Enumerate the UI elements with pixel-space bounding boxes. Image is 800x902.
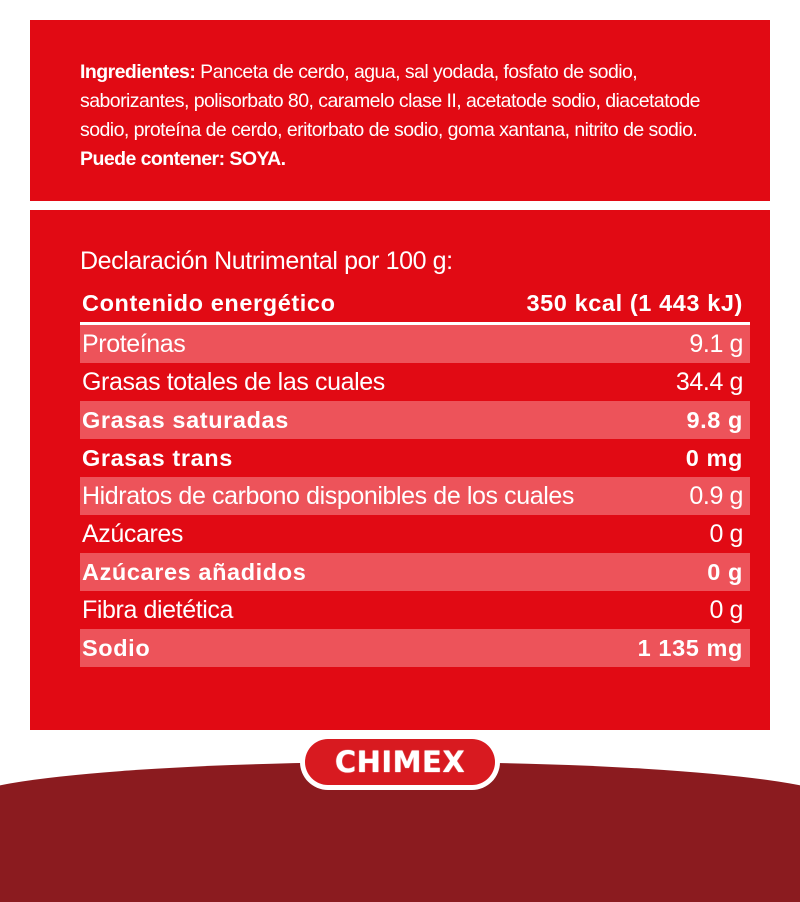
nutrition-label: Fibra dietética — [82, 595, 234, 624]
nutrition-value: 1 135 mg — [637, 634, 743, 661]
nutrition-label: Grasas totales de las cuales — [82, 367, 385, 396]
nutrition-value: 9.8 g — [686, 406, 743, 433]
nutrition-label: Sodio — [82, 634, 151, 661]
ingredients-text — [80, 58, 720, 174]
nutrition-value: 0 g — [709, 595, 743, 624]
nutrition-label: Grasas trans — [82, 444, 233, 471]
nutrition-table — [80, 285, 750, 667]
ingredients-label: Ingredientes: — [80, 61, 196, 83]
nutrition-row-energy — [80, 285, 750, 325]
nutrition-label: Hidratos de carbono disponibles de los cuales — [82, 481, 575, 510]
nutrition-row-added-sugars — [80, 553, 750, 591]
nutrition-value: 0 g — [707, 558, 743, 585]
nutrition-row-total-fat — [80, 363, 750, 401]
nutrition-row-protein — [80, 325, 750, 363]
nutrition-value: 0 g — [709, 519, 743, 548]
nutrition-value: 350 kcal (1 443 kJ) — [526, 290, 743, 316]
nutrition-heading: Declaración Nutrimental por 100 g: — [80, 247, 453, 275]
nutrition-row-carbohydrates — [80, 477, 750, 515]
nutrition-row-trans-fat — [80, 439, 750, 477]
nutrition-label: Azúcares añadidos — [82, 558, 307, 585]
logo-text: CHIMEX — [334, 745, 466, 779]
nutrition-row-saturated-fat — [80, 401, 750, 439]
nutrition-label: Grasas saturadas — [82, 406, 289, 433]
nutrition-row-sodium — [80, 629, 750, 667]
nutrition-row-sugars — [80, 515, 750, 553]
logo-badge — [305, 739, 495, 785]
nutrition-value: 0 mg — [685, 444, 743, 471]
nutrition-value: 9.1 g — [689, 329, 743, 358]
nutrition-value: 34.4 g — [675, 367, 743, 396]
ingredients-panel — [30, 20, 770, 201]
nutrition-panel — [30, 210, 770, 730]
chimex-logo — [300, 734, 500, 790]
nutrition-label: Proteínas — [82, 329, 186, 358]
nutrition-label: Contenido energético — [82, 290, 336, 316]
allergen-warning: Puede contener: SOYA. — [80, 148, 286, 170]
nutrition-label: Azúcares — [82, 519, 184, 548]
nutrition-row-fiber — [80, 591, 750, 629]
nutrition-value: 0.9 g — [689, 481, 743, 510]
ingredients-list: Panceta de cerdo, agua, sal yodada, fosfato de sodio, saborizantes, polisorbato 80, caramelo clase II, acetatode sodio, diacetatode sodio, proteína de cerdo, eritorbato de sodio, goma xantana, nitrito de sodio. — [80, 61, 700, 141]
